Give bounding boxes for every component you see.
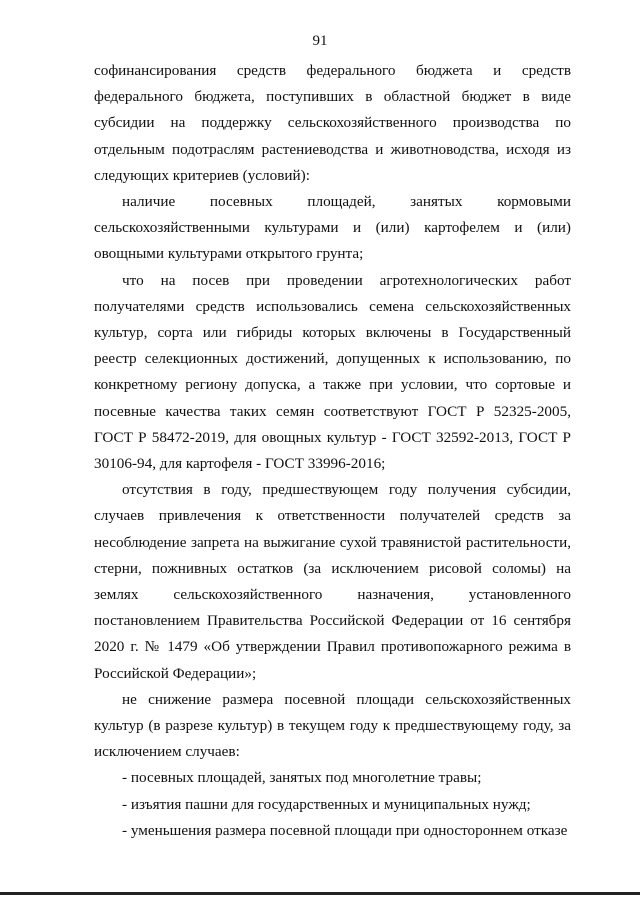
- paragraph: отсутствия в году, предшествующем году получения субсидии, случаев привлечения к ответственности получателей средств за несоблюдение запрета на выжигание сухой травянистой растительности, стерни, пожнивных остатков (за исключением рисовой соломы) на землях сельскохозяйственного назначения, установленного постановлением Правительства Российской Федерации от 16 сентября 2020 г. № 1479 «Об утверждении Правил противопожарного режима в Российской Федерации»;: [94, 481, 571, 682]
- list-item: - посевных площадей, занятых под многолетние травы;: [122, 769, 482, 787]
- paragraph: наличие посевных площадей, занятых кормовыми сельскохозяйственными культурами и (или) картофелем и (или) овощными культурами открытого грунта;: [94, 193, 571, 263]
- list-item: - уменьшения размера посевной площади при одностороннем отказе: [122, 821, 568, 839]
- document-body: [94, 58, 571, 844]
- paragraph: не снижение размера посевной площади сельскохозяйственных культур (в разрезе культур) в текущем году к предшествующему году, за исключением случаев:: [94, 690, 571, 761]
- paragraph: софинансирования средств федерального бюджета и средств федерального бюджета, поступивших в областной бюджет в виде субсидии на поддержку сельскохозяйственного производства по отдельным подотраслям растениеводства и животноводства, исходя из следующих критериев (условий):: [94, 62, 571, 184]
- paragraph: что на посев при проведении агротехнологических работ получателями средств использовались семена сельскохозяйственных культур, сорта или гибриды которых включены в Государственный реестр селекционных достижений, допущенных к использованию, по конкретному региону допуска, а также при условии, что сортовые и посевные качества таких семян соответствуют ГОСТ Р 52325-2005, ГОСТ Р 58472-2019, для овощных культур - ГОСТ 32592-2013, ГОСТ Р 30106-94, для картофеля - ГОСТ 33996-2016;: [94, 271, 571, 473]
- list-item: - изъятия пашни для государственных и муниципальных нужд;: [122, 795, 531, 813]
- bottom-edge-line: [0, 892, 640, 895]
- page-number: 91: [312, 33, 328, 49]
